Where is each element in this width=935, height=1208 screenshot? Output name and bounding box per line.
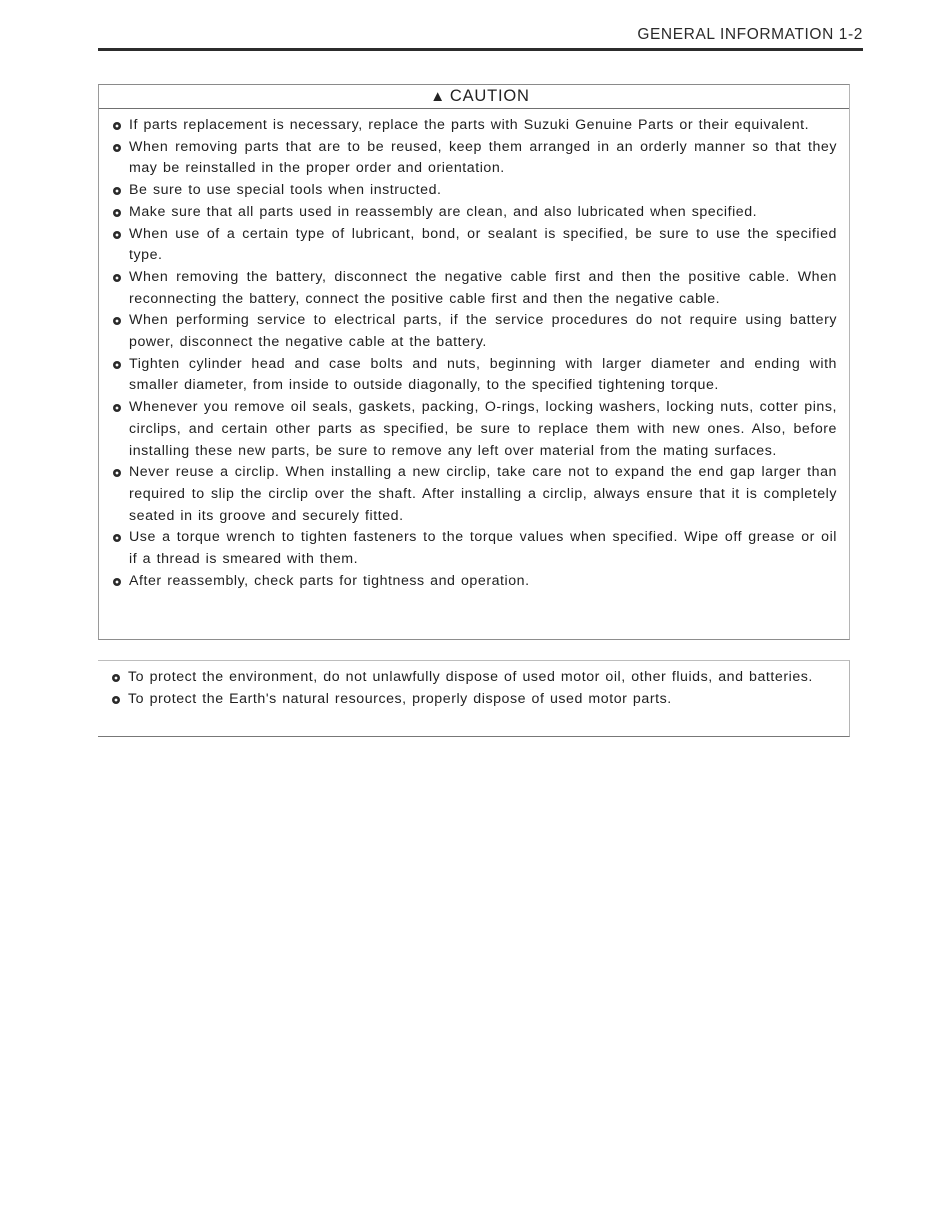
caution-box [98,84,850,640]
bullet-icon [113,317,121,325]
environment-list [112,667,837,710]
environment-box [98,660,850,737]
bullet-icon [113,361,121,369]
caution-item: When removing the battery, disconnect the negative cable first and then the positive cable. When reconnecting the battery, connect the positive cable first and then the negative cable. [113,267,837,310]
bullet-icon [113,578,121,586]
bullet-icon [113,274,121,282]
bullet-icon [113,122,121,130]
caution-item: When performing service to electrical parts, if the service procedures do not require using battery power, disconnect the negative cable at the battery. [113,310,837,353]
caution-title-text: CAUTION [449,87,530,105]
bullet-icon [113,534,121,542]
caution-item: After reassembly, check parts for tightness and operation. [113,571,837,593]
page-header-title: GENERAL INFORMATION 1-2 [637,26,863,43]
caution-item: Whenever you remove oil seals, gaskets, packing, O-rings, locking washers, locking nuts, cotter pins, circlips, and certain other parts as specified, be sure to replace them with new ones. Also, before installing these new parts, be sure to remove any left over material from the mating surfaces. [113,397,837,462]
bullet-icon [113,144,121,152]
caution-heading-divider [99,108,849,109]
caution-item: Tighten cylinder head and case bolts and nuts, beginning with larger diameter and ending with smaller diameter, from inside to outside diagonally, to the specified tightening torque. [113,354,837,397]
caution-item: Never reuse a circlip. When installing a new circlip, take care not to expand the end gap larger than required to slip the circlip over the shaft. After installing a circlip, always ensure that it is completely seated in its groove and securely fitted. [113,462,837,527]
bullet-icon [113,231,121,239]
header-divider [98,48,863,51]
environment-item: To protect the Earth's natural resources, properly dispose of used motor parts. [112,689,837,711]
caution-item: If parts replacement is necessary, replace the parts with Suzuki Genuine Parts or their equivalent. [113,115,837,137]
bullet-icon [112,696,120,704]
warning-triangle-icon: ▲ [430,88,446,105]
caution-item: When removing parts that are to be reused, keep them arranged in an orderly manner so that they may be reinstalled in the proper order and orientation. [113,137,837,180]
bullet-icon [113,404,121,412]
caution-item: Be sure to use special tools when instructed. [113,180,837,202]
bullet-icon [113,187,121,195]
bullet-icon [113,209,121,217]
bullet-icon [113,469,121,477]
caution-item: When use of a certain type of lubricant, bond, or sealant is specified, be sure to use the specified type. [113,224,837,267]
bullet-icon [112,674,120,682]
caution-item: Make sure that all parts used in reassembly are clean, and also lubricated when specified. [113,202,837,224]
environment-item: To protect the environment, do not unlawfully dispose of used motor oil, other fluids, and batteries. [112,667,837,689]
caution-list [113,115,837,592]
caution-heading [99,87,849,106]
caution-item: Use a torque wrench to tighten fasteners to the torque values when specified. Wipe off grease or oil if a thread is smeared with them. [113,527,837,570]
